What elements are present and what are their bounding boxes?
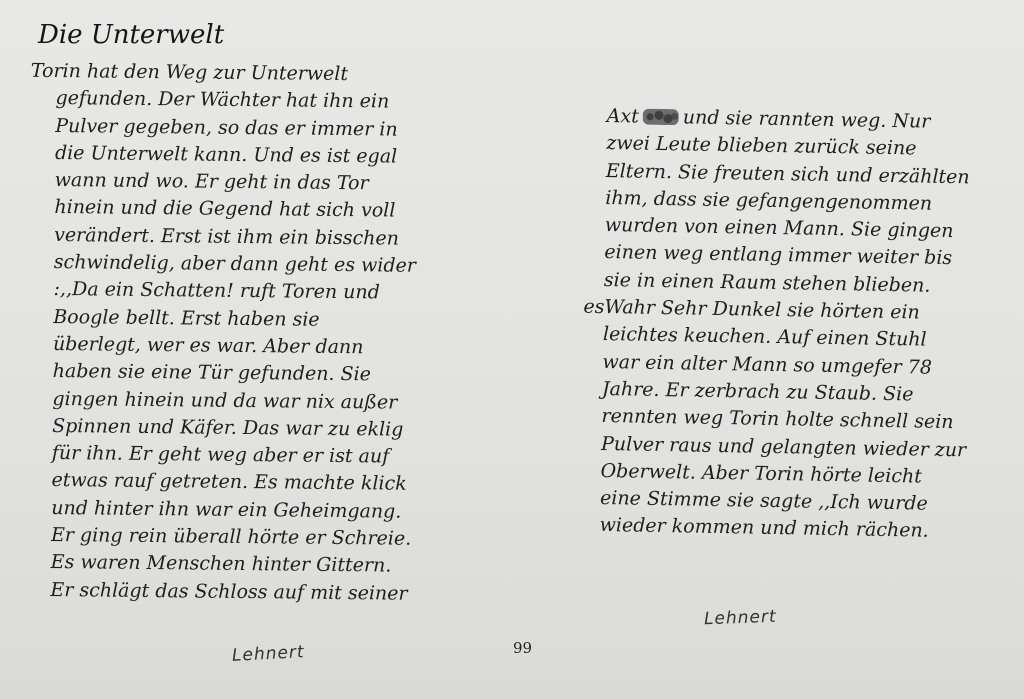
text-line: Eltern. Sie freuten sich und erzählten xyxy=(605,159,970,188)
crossed-out-word xyxy=(643,109,679,126)
text-line: gingen hinein und da war nix außer xyxy=(52,387,398,414)
text-line: Pulver gegeben, so das er immer in xyxy=(55,114,398,141)
text-line: Er schlägt das Schloss auf mit seiner xyxy=(50,578,408,605)
left-text-column xyxy=(30,58,418,608)
text-line: überlegt, wer es war. Aber dann xyxy=(52,332,364,359)
text-line: hinein und die Gegend hat sich voll xyxy=(54,196,396,223)
text-line: :,,Da ein Schatten! ruft Toren und xyxy=(53,278,380,304)
text-line: leichtes keuchen. Auf einen Stuhl xyxy=(602,323,927,351)
text-line: esWahr Sehr Dunkel sie hörten ein xyxy=(583,295,920,324)
text-line: die Unterwelt kann. Und es ist egal xyxy=(54,141,398,168)
text-line: Spinnen und Käfer. Das war zu eklig xyxy=(52,414,404,441)
text-line: eine Stimme sie sagte ,,Ich wurde xyxy=(599,487,928,515)
text-line: wann und wo. Er geht in das Tor xyxy=(54,169,369,195)
text-line: schwindelig, aber dann geht es wider xyxy=(53,251,417,277)
text-line: Er ging rein überall hörte er Schreie. xyxy=(50,524,412,550)
text-line: etwas rauf getreten. Es machte klick xyxy=(51,469,407,496)
page-title: Die Unterwelt xyxy=(38,20,225,50)
text-line: wurden von einen Mann. Sie gingen xyxy=(604,214,954,243)
handwritten-signature-right: Lehnert xyxy=(703,606,777,630)
text-line: verändert. Erst ist ihm ein bisschen xyxy=(54,223,400,250)
text-line: ihm, dass sie gefangengenommen xyxy=(605,186,933,215)
text-line: Es waren Menschen hinter Gittern. xyxy=(50,551,392,577)
text-fragment: und sie rannten weg. Nur xyxy=(682,106,931,133)
text-line: sie in einen Raum stehen blieben. xyxy=(603,268,931,297)
text-line: Oberwelt. Aber Torin hörte leicht xyxy=(600,459,923,488)
right-text-column xyxy=(583,103,972,546)
text-line: und hinter ihn war ein Geheimgang. xyxy=(51,496,402,523)
text-line: war ein alter Mann so umgefer 78 xyxy=(602,350,933,379)
page-number: 99 xyxy=(513,639,533,657)
text-line: einen weg entlang immer weiter bis xyxy=(604,241,953,270)
text-line: gefunden. Der Wächter hat ihn ein xyxy=(55,87,390,113)
text-line: Boogle bellt. Erst haben sie xyxy=(53,305,320,331)
text-line: rennten weg Torin holte schnell sein xyxy=(601,405,954,434)
text-line: für ihn. Er geht weg aber er ist auf xyxy=(51,442,390,468)
text-line: wieder kommen und mich rächen. xyxy=(599,514,929,543)
text-fragment: Axt xyxy=(606,104,640,128)
text-line: Torin hat den Weg zur Unterwelt xyxy=(30,59,349,86)
text-line: zwei Leute blieben zurück seine xyxy=(606,132,917,160)
text-line: haben sie eine Tür gefunden. Sie xyxy=(52,360,372,386)
handwritten-signature-left: Lehnert xyxy=(231,642,306,666)
text-line: Jahre. Er zerbrach zu Staub. Sie xyxy=(601,377,914,406)
text-line: Pulver raus und gelangten wieder zur xyxy=(600,432,967,461)
